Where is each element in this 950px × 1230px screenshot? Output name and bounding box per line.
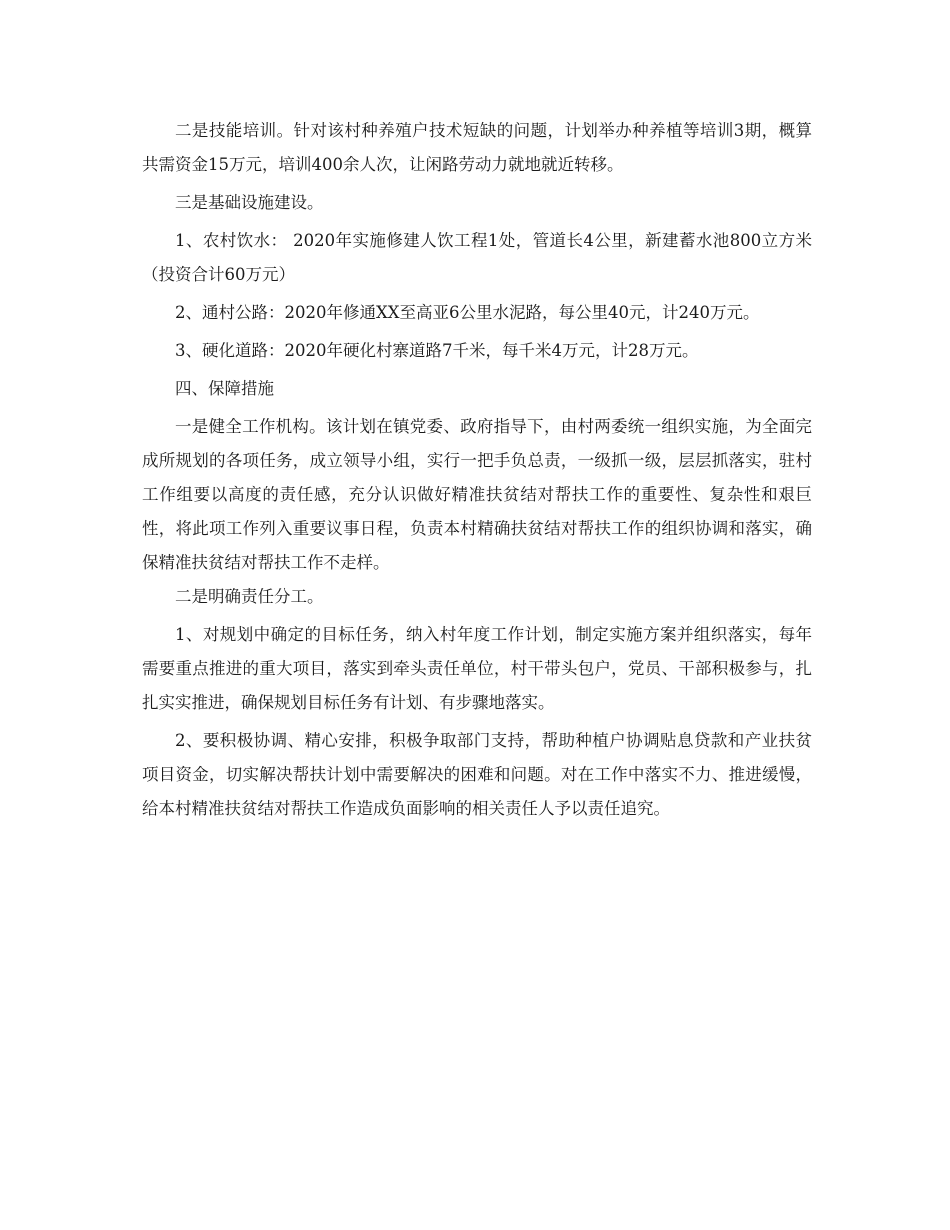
document-body (142, 114, 812, 830)
paragraph-hardened-road: 3、硬化道路：2020年硬化村寨道路7千米，每千米4万元，计28万元。 (175, 341, 699, 360)
paragraph-village-road: 2、通村公路：2020年修通XX至高亚6公里水泥路，每公里40元，计240万元。 (175, 303, 760, 322)
paragraph-responsibility-heading: 二是明确责任分工。 (175, 587, 324, 606)
paragraph-work-organization: 一是健全工作机构。该计划在镇党委、政府指导下，由村两委统一组织实施，为全面完成所规划的各项任务，成立领导小组，实行一把手负总责，一级抓一级，层层抓落实，驻村工作组要以高度的责任感，充分认识做好精准扶贫结对帮扶工作的重要性、复杂性和艰巨性，将此项工作列入重要议事日程，负责本村精确扶贫结对帮扶工作的组织协调和落实，确保精准扶贫结对帮扶工作不走样。 (142, 417, 812, 572)
paragraph-target-tasks: 1、对规划中确定的目标任务，纳入村年度工作计划，制定实施方案并组织落实，每年需要重点推进的重大项目，落实到牵头责任单位，村干带头包户，党员、干部积极参与，扎扎实实推进，确保规划目标任务有计划、有步骤地落实。 (142, 625, 812, 712)
section-heading-safeguards: 四、保障措施 (175, 379, 274, 398)
paragraph-infrastructure-heading: 三是基础设施建设。 (175, 193, 324, 212)
paragraph-skills-training: 二是技能培训。针对该村种养殖户技术短缺的问题，计划举办种养植等培训3期，概算共需资金15万元，培训400余人次，让闲路劳动力就地就近转移。 (142, 121, 812, 174)
paragraph-drinking-water: 1、农村饮水： 2020年实施修建人饮工程1处，管道长4公里，新建蓄水池800立方米（投资合计60万元） (142, 231, 812, 284)
paragraph-coordination: 2、要积极协调、精心安排，积极争取部门支持，帮助种植户协调贴息贷款和产业扶贫项目资金，切实解决帮扶计划中需要解决的困难和问题。对在工作中落实不力、推进缓慢，给本村精准扶贫结对帮扶工作造成负面影响的相关责任人予以责任追究。 (142, 731, 812, 818)
